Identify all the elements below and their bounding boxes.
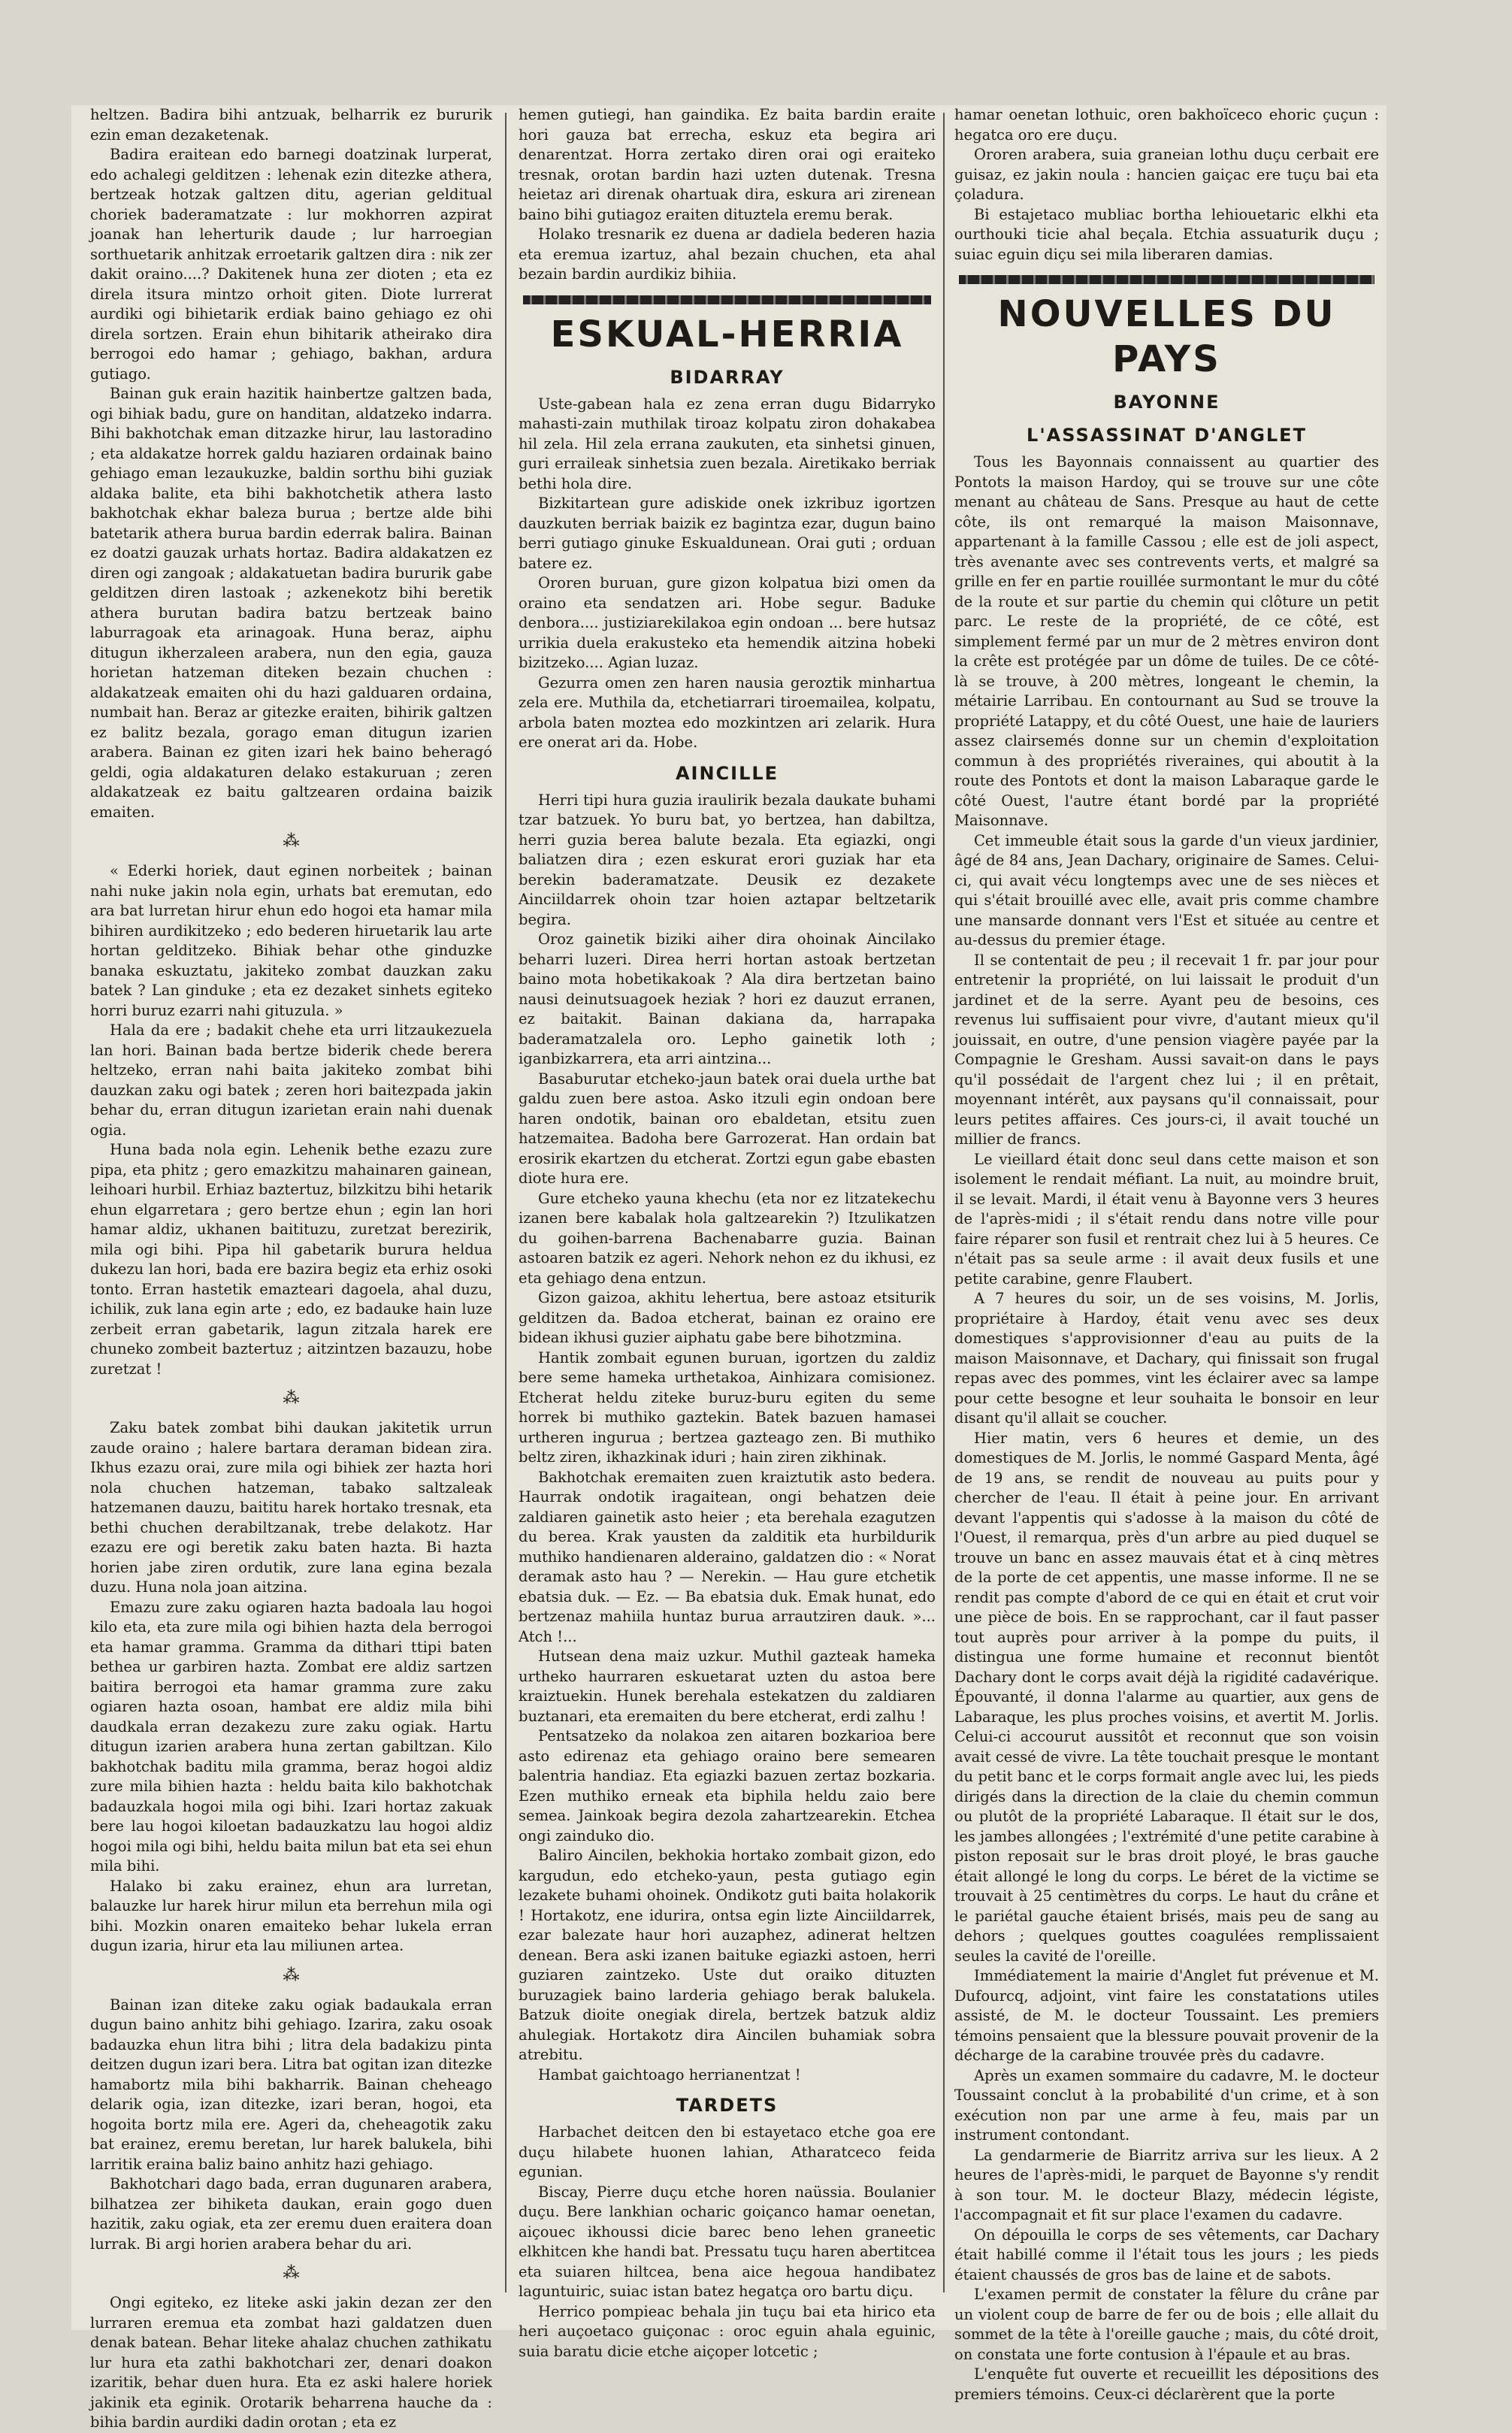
paragraph: Ongi egiteko, ez liteke aski jakin dezan zer den lurraren eremua eta zombat hazi galdatzen duen denak batean. Behar liteke ahalaz chuchen zathikatu lur hura eta zathi bakhotchari zer, denari doakon izaritik, behar duen hura. Eta ez aski halere horiek jakinik eta eginik. Orotarik beharrena hauche da : bihia bardin aurdiki dadin orotan ; eta ez bbox=[90, 2294, 492, 2431]
paragraph: A 7 heures du soir, un de ses voisins, M. Jorlis, propriétaire à Hardoy, était venu avec ses deux domestiques s'approvisionner d'eau au puits de la maison Maisonnave, et Dachary, qui finissait son frugal repas avec des pommes, vint les éclairer avec sa lampe pour cette besogne et leur souhaita le bonsoir en leur disant qu'il allait se coucher. bbox=[954, 1290, 1379, 1427]
column-rule-right bbox=[943, 113, 945, 2292]
paragraph: Zaku batek zombat bihi daukan jakitetik urrun zaude oraino ; halere bartara deraman bidean zira. Ikhus ezazu orai, zure mila ogi bihiek zer hazta hori nola chuchen hatzeman, tabako saltzaleak hatzemanen dauzu, baititu harek hortako tresnak, eta bethi chuchen derabiltzanak, trebe delakotz. Har ezazu ere ogi beretik zaku baten hazta. Bi hazta horien jabe ziren ordutik, zure lana egina bezala duzu. Huna nola joan aitzina. bbox=[90, 1419, 492, 1596]
paragraph: La gendarmerie de Biarritz arriva sur les lieux. A 2 heures de l'après-midi, le parquet de Bayonne s'y rendit à son tour. M. le docteur Blazy, médecin légiste, l'accompagnait et fit sur place l'examen du cadavre. bbox=[954, 2146, 1379, 2223]
paragraph: Herrico pompieac behala jin tuçu bai eta hirico eta heri auçoetaco guiçonac : oroc eguin ahala eguinic, suia baratu dicie etche aiçoper lotcetic ; bbox=[519, 2302, 936, 2360]
paragraph: Tous les Bayonnais connaissent au quartier des Pontots la maison Hardoy, qui se trouve sur une côte menant au château de Sans. Presque au haut de cette côte, ils ont remarqué la maison Maisonnave, appartenant à la famille Cassou ; elle est de joli aspect, très avenante avec ses contrevents verts, et malgré sa grille en fer en partie rouillée surmontant le mur du côté de la route et sur partie du chemin qui clôture un petit parc. Le reste de la propriété, de ce côté, est simplement fermé par un mur de 2 mètres environ dont la crête est protégée par un dôme de tuiles. De ce côté-là se trouve, à 200 mètres, longeant le chemin, la métairie Larribau. En contournant au Sud se trouve la propriété Latappy, et du côté Ouest, une haie de lauriers assez clairsemés donne sur un chemin d'exploitation commun à des propriétés riveraines, qui aboutit à la route des Pontots et dont la maison Labaraque garde le côté Ouest, l'autre étant bordé par la propriété Maisonnave. bbox=[954, 453, 1379, 829]
paragraph: Gizon gaizoa, akhitu lehertua, bere astoaz etsiturik gelditzen da. Badoa etcherat, bainan ez oraino ere bidean ikhusi guzier aiphatu gabe bere bihotzmina. bbox=[519, 1289, 936, 1346]
column-rule-left bbox=[505, 113, 507, 2292]
paragraph: Ororen arabera, suia graneian lothu duçu cerbait ere guisaz, ez jakin noula : hancien gaiçac ere tuçu bai eta çoladura. bbox=[954, 146, 1379, 203]
locality-heading: BIDARRAY bbox=[670, 366, 785, 388]
paragraph: Bakhotchari dago bada, erran dugunaren arabera, bilhatzea zer bihiketa daukan, erain gogo duen hazitik, zaku ogiak, eta zer eremu duen eraitera doan lurrak. Bi argi horien arabera behar du ari. bbox=[90, 2175, 492, 2253]
paragraph: Ororen buruan, gure gizon kolpatua bizi omen da oraino eta sendatzen ari. Hobe segur. Baduke denbora.... justiziarekilakoa egin ondoan ... bere hutsaz urrikia duela erakusteko eta hemendik aitzina hobeki bizitzeko.... Agian luzaz. bbox=[519, 574, 936, 671]
paragraph: Emazu zure zaku ogiaren hazta badoala lau hogoi kilo eta, eta zure mila ogi bihien hazta dela berrogoi eta hamar gramma. Gramma da dithari ttipi baten bethea ur garbiren hazta. Zombat ere aldiz sartzen baitira berrogoi eta hamar gramma zure zaku ogiaren hazta osoan, hambat ere aldiz mila bihi daudkala erran dezakezu zure zaku ogiak. Hartu ditugun izarien arabera huna zertan gabiltzan. Kilo bakhotchak baditu mila gramma, beraz hogoi aldiz zure mila bihien hazta : heldu baita kilo bakhotchak badauzkala hogoi mila ogi bihi. Izari hortaz zakuak bere lau hogoi kiloetan badauzkatzu lau hogoi aldiz hogoi mila ogi bihi, heldu baita milun bat eta sei ehun mila bihi. bbox=[90, 1598, 492, 1875]
article-headline: L'ASSASSINAT D'ANGLET bbox=[1027, 425, 1307, 446]
paragraph: Bakhotchak eremaiten zuen kraiztutik asto bedera. Haurrak ondotik iragaitean, ongi behatzen deie zaldiaren gainetik asto heier ; eta berehala ezagutzen du berea. Krak yausten da zalditik eta hurbildurik muthiko handienaren alderaino, galdatzen dio : « Norat deramak asto hau ? — Nerekin. — Hau gure etchetik ebatsia duk. — Ez. — Ba ebatsia duk. Emak hunat, edo bertzenaz mahiila huntaz burua arrautziren dauk. »... Atch !... bbox=[519, 1468, 936, 1645]
section-separator: ⁂ bbox=[283, 2264, 300, 2283]
paragraph: heltzen. Badira bihi antzuak, belharrik ez bururik ezin eman dezaketenak. bbox=[90, 106, 492, 144]
city-heading: BAYONNE bbox=[1113, 392, 1220, 413]
paragraph: hamar oenetan lothuic, oren bakhoïceco ehoric çuçun : hegatca oro ere duçu. bbox=[954, 106, 1379, 144]
paragraph: Hier matin, vers 6 heures et demie, un des domestiques de M. Jorlis, le nommé Gaspard Menta, âgé de 19 ans, se rendit de nouveau au puits pour y chercher de l'eau. Il était à peine jour. En arrivant devant l'appentis qui s'adosse à la maison du côté de l'Ouest, il remarqua, près d'un arbre au pied duquel se trouve un banc en assez mauvais état et à cinq mètres de la porte de cet appentis, une masse informe. Il ne se rendit pas compte d'abord de ce qui en était et crut voir une pièce de bois. En se rapprochant, car il faut passer tout auprès pour arriver à la pompe du puits, il distingua une forme humaine et reconnut bientôt Dachary dont le corps avait déjà la rigidité cadavérique. Épouvanté, il donna l'alarme au quartier, aux gens de Labaraque, les plus proches voisins, et avertit M. Jorlis. Celui-ci accourut aussitôt et reconnut que son voisin avait cessé de vivre. La tête touchait presque le montant du petit banc et le corps formait angle avec lui, les pieds dirigés dans la direction de la claie du chemin commun ou plutôt de la propriété Labaraque. Il était sur le dos, les jambes allongées ; l'extrémité d'une petite carabine à piston reposait sur le bras droit ployé, le bras gauche était allongé le long du corps. Le béret de la victime se trouvait à 25 centimètres du corps. Le haut du crâne et le pariétal gauche étaient brisés, mais peu de sang au dehors ; quelques gouttes coagulées remplissaient seules la cavité de l'oreille. bbox=[954, 1429, 1379, 1965]
paragraph: Uste-gabean hala ez zena erran dugu Bidarryko mahasti-zain muthilak tiroaz kolpatu ziron dohakabea hil zela. Hil zela errana zaukuten, eta sinhetsi ginuen, guri erraileak sinhetsia zuen bezala. Airetikako berriak bethi hola dire. bbox=[519, 395, 936, 492]
paragraph: Hutsean dena maiz uzkur. Muthil gazteak hameka urtheko haurraren eskuetarat uzten du astoa bere kraiztuekin. Hunek berehala estekatzen du zaldiaren buztanari, eta eremaiten du bere etcherat, erdi zalhu ! bbox=[519, 1648, 936, 1725]
section-separator: ⁂ bbox=[283, 1965, 300, 1985]
paragraph: Biscay, Pierre duçu etche horen naüssia. Boulanier duçu. Bere lankhian ocharic goiçanco hamar oenetan, aiçouec ikhoussi dicie barec beno lehen graneetic elkhitcen khe handi bat. Pressatu tuçu haren abertitcea eta suiaren hiltcea, bena aice hegoua handibatez laguntuiric, suiac istan batez hegatça oro bartu diçu. bbox=[519, 2183, 936, 2300]
column-nouvelles-du-pays bbox=[954, 105, 1379, 2403]
section-separator: ⁂ bbox=[283, 832, 300, 851]
paragraph: Harbachet deitcen den bi estayetaco etche goa ere duçu hilabete huonen lahian, Atharatceco feida egunian. bbox=[519, 2123, 936, 2180]
paragraph: Hala da ere ; badakit chehe eta urri litzaukezuela lan hori. Bainan bada bertze biderik chede berera heltzeko, erran nahi baita jakiteko zombat bihi dauzkan zaku ogi batek ; zeren hori baitezpada jakin behar du, erran ditugun izarietan erain nahi duenak ogia. bbox=[90, 1021, 492, 1139]
paragraph: On dépouilla le corps de ses vêtements, car Dachary était habillé comme il l'était tous les jours ; les pieds étaient chaussés de gros bas de laine et de sabots. bbox=[954, 2226, 1379, 2283]
paragraph: Hambat gaichtoago herrianentzat ! bbox=[538, 2065, 801, 2083]
paragraph: Bizkitartean gure adiskide onek izkribuz igortzen dauzkuten berriak baizik ez bagintza ezar, dugun baino berri gutiago ginuke Eskualdunean. Orai guti ; orduan batere ez. bbox=[519, 495, 936, 572]
paragraph: Gure etcheko yauna khechu (eta nor ez litzatekechu izanen bere kabalak hola galtzearekin ?) Itzulikatzen du goihen-barrena Bachenabarre guzia. Bainan astoaren batzik ez ageri. Nehork nehon ez du ikhusi, ez eta gehiago dena entzun. bbox=[519, 1189, 936, 1287]
paragraph: Holako tresnarik ez duena ar dadiela bederen hazia eta eremua izartuz, ahal bezain chuchen, eta ahal bezain bardin aurdikiz bihiia. bbox=[519, 225, 936, 283]
section-title: NOUVELLES DU PAYS bbox=[997, 293, 1336, 380]
section-title: ESKUAL-HERRIA bbox=[550, 313, 904, 356]
paragraph: L'examen permit de constater la fêlure du crâne par un violent coup de barre de fer ou de bois ; elle allait du sommet de la tête à l'oreille gauche ; mais, du côté droit, on constata une forte contusion à l'épaule et au bras. bbox=[954, 2286, 1379, 2363]
paragraph: Herri tipi hura guzia iraulirik bezala daukate buhami tzar batzuek. Yo buru bat, yo bertzea, han dabiltza, herri guzia berea balute bezala. Eta egiazki, ongi baliatzen dira ; ezen eskurat erori guziak har eta berekin baderamatzate. Deusik ez dezakete Ainciildarrek ohoin tzar hoien aztapar beltzetarik begira. bbox=[519, 791, 936, 928]
paragraph: Pentsatzeko da nolakoa zen aitaren bozkarioa bere asto edirenaz eta gehiago oraino bere semearen balentria handiaz. Eta egiazki bazuen zertaz bozkaria. Ezen muthiko erneak eta biphila heldu zaio bere semea. Jainkoak begira dezola zahartzearekin. Etchea ongi zainduko dio. bbox=[519, 1727, 936, 1844]
column-basque-agriculture bbox=[90, 105, 492, 2431]
paragraph: « Ederki horiek, daut eginen norbeitek ; bainan nahi nuke jakin nola egin, urhats bat eremutan, edo ara bat lurretan hirur ehun edo hogoi eta hamar mila bihiren aurdikitzeko ; edo bederen hiruetarik lau arte hortan gelditzeko. Bihiak behar othe ginduzke banaka eskuztatu, jakiteko zombat dauzkan zaku batek ? Lan ginduke ; eta ez dezaket sinhets egiteko horri buruz ezarri nahi gituzula. » bbox=[90, 862, 492, 1019]
ornamental-divider bbox=[523, 295, 931, 304]
paragraph: Il se contentait de peu ; il recevait 1 fr. par jour pour entretenir la propriété, on lui laissait le produit d'un jardinet et de la serre. Ayant peu de besoins, ces revenus lui suffisaient pour vivre, d'autant mieux qu'il jouissait, en outre, d'une pension viagère payée par la Compagnie le Gresham. Aussi savait-on dans le pays qu'il possédait de l'argent chez lui ; il en prêtait, moyennant intérêt, aux paysans qu'il connaissait, pour leurs petites affaires. Ces jours-ci, il avait touché un millier de francs. bbox=[954, 951, 1379, 1148]
paragraph: Hantik zombait egunen buruan, igortzen du zaldiz bere seme hameka urthetakoa, Ainhizara comisionez. Etcherat heldu ziteke buruz-buru egiten du seme horrek bi muthiko gaztekin. Batek bazuen hamasei urtheren ingurua ; bertzea gazteago zen. Bi muthiko beltz ziren, ikhazkinak iduri ; hain ziren zikhinak. bbox=[519, 1348, 936, 1466]
paragraph: Cet immeuble était sous la garde d'un vieux jardinier, âgé de 84 ans, Jean Dachary, originaire de Sames. Celui-ci, qui avait vécu longtemps avec une de ses nièces et qui s'était brouillé avec elle, avait pris comme chambre une mansarde donnant vers l'Est et située au centre et au-dessus du premier étage. bbox=[954, 831, 1379, 949]
paragraph: L'enquête fut ouverte et recueillit les dépositions des premiers témoins. Ceux-ci déclarèrent que la porte bbox=[954, 2365, 1379, 2403]
paragraph: Bainan izan diteke zaku ogiak badaukala erran dugun baino anhitz bihi gehiago. Izarira, zaku osoak badauzka ehun litra bihi ; litra dela badakizu pinta deitzen dugun izari bera. Litra bat ogitan izan ditezke hamabortz mila bihi bakharrik. Bainan cheheago delarik ogia, izan ditezke, izari beran, hogoi, eta hogoita bortz mila ere. Ageri da, cheheagotik zaku bat erainez, eremu beretan, lur harek balukela, bihi larritik eraina baliz baino anhitz hazi gehiago. bbox=[90, 1996, 492, 2173]
paragraph: Gezurra omen zen haren nausia geroztik minhartua zela ere. Muthila da, etchetiarrari tiroemailea, kolpatu, arbola baten moztea edo mozkintzen ari zelarik. Hura ere onerat ari da. Hobe. bbox=[519, 673, 936, 751]
paragraph: Baliro Aincilen, bekhokia hortako zombait gizon, edo kargudun, edo etcheko-yaun, pesta gutiago egin lezakete buhami ohoinek. Ondikotz guti baita holakorik ! Hortakotz, ene idurira, ontsa egin lizte Ainciildarrek, ezar balezate haur hori auzaphez, adinerat heltzen denean. Bera aski izanen baituke egiazki astoen, herri guziaren zaintzeko. Uste dut oraiko dituzten buruzagiek baino larderia gehiago berak balukela. Batzuk dioite onegiak direla, bertzek batzuk aldiz ahulegiak. Hortakotz dira Aincilen buhamiak sobra atrebitu. bbox=[519, 1847, 936, 2063]
column-eskual-herria bbox=[519, 105, 936, 2360]
ornamental-divider bbox=[959, 275, 1374, 284]
section-separator: ⁂ bbox=[283, 1389, 300, 1408]
locality-heading: TARDETS bbox=[676, 2095, 779, 2116]
paragraph: Basaburutar etcheko-jaun batek orai duela urthe bat galdu zuen bere astoa. Asko itzuli egin ondoan bere haren ondotik, bainan oro ebaldetan, etsitu zuen hatzemaitea. Badoha bere Garrozerat. Han ordain bat erosirik ekartzen du etcherat. Zortzi egun gabe ebasten diote hura ere. bbox=[519, 1070, 936, 1187]
paragraph: hemen gutiegi, han gaindika. Ez baita bardin eraite hori gauza bat errecha, eskuz eta begira ari denarentzat. Horra zertako diren orai ogi eraiteko tresnak, orotan bardin hazi uzten dutenak. Tresna heietaz ari direnak ohartuak dira, eskura ari zirenean baino bihi gutiagoz eraiten dituztela eremu berak. bbox=[519, 106, 936, 223]
paragraph: Huna bada nola egin. Lehenik bethe ezazu zure pipa, eta phitz ; gero emazkitzu mahainaren gainean, leihoari hurbil. Erhiaz baztertuz, bilzkitzu bihi hetarik ehun elgarretara ; gero bertze ehun ; egin lan hori hamar aldiz, ukhanen baitituzu, zuretzat berezirik, mila ogi bihi. Pipa hil gabetarik burura heldua dukezu lan hori, bada ere bazira begiz eta erhiz osoki tonto. Erran hastetik emazteari dagoela, ahal duzu, ichilik, zuk lana egin arte ; edo, ez badauke hain luze zerbeit erran gabetarik, lagun zitzala harek ere chuneko zombeit baztertuz ; aitzintzen bazauzu, hobe zuretzat ! bbox=[90, 1141, 492, 1378]
paragraph: Oroz gainetik biziki aiher dira ohoinak Aincilako beharri luzeri. Direa herri hortan astoak bertzetan baino mota hobetikakoak ? Ala dira bertzetan baino nausi deinutsuagoek heziak ? hori ez dauzut erranen, ez baitakit. Bainan dakiana da, harrapaka baderamatzalela oro. Lepho gainetik loth ; iganbizkarrera, eta arri aintzina... bbox=[519, 931, 936, 1067]
paragraph: Badira eraitean edo barnegi doatzinak lurperat, edo achalegi gelditzen : lehenak ezin ditezke athera, bertzeak hotzak galtzen ditu, agerian gelditual choriek baderamatzate : lur mokhorren azpirat joanak han leherturik daude ; lur harroegian sorthuetarik anhitzak erroetarik galtzen dira : nik zer dakit oraino....? Dakitenek huna zer dioten ; eta ez direla itsura mintzo orhoit giten. Diote lurrerat aurdiki ogi bihietarik erdiak baino gehiago ez ohi direla sortzen. Erain ehun bihitarik atheirako dira berrogoi edo hamar ; gehiago, bakhan, ardura gutiago. bbox=[90, 146, 492, 383]
paragraph: Immédiatement la mairie d'Anglet fut prévenue et M. Dufourcq, adjoint, vint faire les constatations utiles assisté, de M. le docteur Toussaint. Les premiers témoins pensaient que la blessure pouvait provenir de la décharge de la carabine trouvée près du cadavre. bbox=[954, 1967, 1379, 2064]
paragraph: Bi estajetaco mubliac bortha lehiouetaric elkhi eta ourthouki ticie ahal beçala. Etchia assuaturik duçu ; suiac eguin diçu sei mila liberaren damias. bbox=[954, 205, 1379, 263]
locality-heading: AINCILLE bbox=[675, 762, 779, 784]
paragraph: Bainan guk erain hazitik hainbertze galtzen bada, ogi bihiak badu, gure on handitan, aldatzeko indarra. Bihi bakhotchak eman ditzazke hirur, lau lastoradino ; eta aldakatze horrek galdu haziaren ordainak baino gehiago eman lezaukuzke, baldin sorthu bihi guziak aldaka balite, eta bihi bakhotchetik athera lasto bakhotchak ekhar baleza burua ; bertze alde bihi batetarik athera burua bardin ederrak balira. Bainan ez doatzi gauzak urhats hortaz. Badira aldakatzen ez diren ogi zangoak ; aldakatuetan badira bururik gabe gelditzen diren lastoak ; azkenekotz bihi beretik athera burutan badira batzu bertzeak baino laburragoak eta arinagoak. Huna beraz, aiphu ditugun ikherzaleen arabera, nun den egia, gauza horietan hatzeman diteken bezain chuchen : aldakatzeak emaiten ohi du hazi galduaren ordaina, numbait han. Beraz ar gitezke eraiten, bihirik galtzen ez balitz bezala, gorago eman ditugun izarien arabera. Bainan ez giten izari hek baino beheragó geldi, ogia aldakaturen delako estakuruan ; zeren aldakatzeak ez baitu galtzearen ordaina baizik emaiten. bbox=[90, 385, 492, 821]
paragraph: Halako bi zaku erainez, ehun ara lurretan, balauzke lur harek hirur milun eta berrehun mila ogi bihi. Mozkin onaren emaiteko behar lukela erran dugun izaria, hirur eta lau miliunen artea. bbox=[90, 1877, 492, 1954]
paragraph: Après un examen sommaire du cadavre, M. le docteur Toussaint conclut à la probabilité d'un crime, et à son exécution non par une arme à feu, mais par un instrument contondant. bbox=[954, 2066, 1379, 2144]
paragraph: Le vieillard était donc seul dans cette maison et son isolement le rendait méfiant. La nuit, au moindre bruit, il se levait. Mardi, il était venu à Bayonne vers 3 heures de l'après-midi ; il s'était rendu dans notre ville pour faire réparer son fusil et rentrait chez lui à 5 heures. Ce n'était pas sa seule arme : il avait deux fusils et une petite carabine, genre Flaubert. bbox=[954, 1150, 1379, 1288]
